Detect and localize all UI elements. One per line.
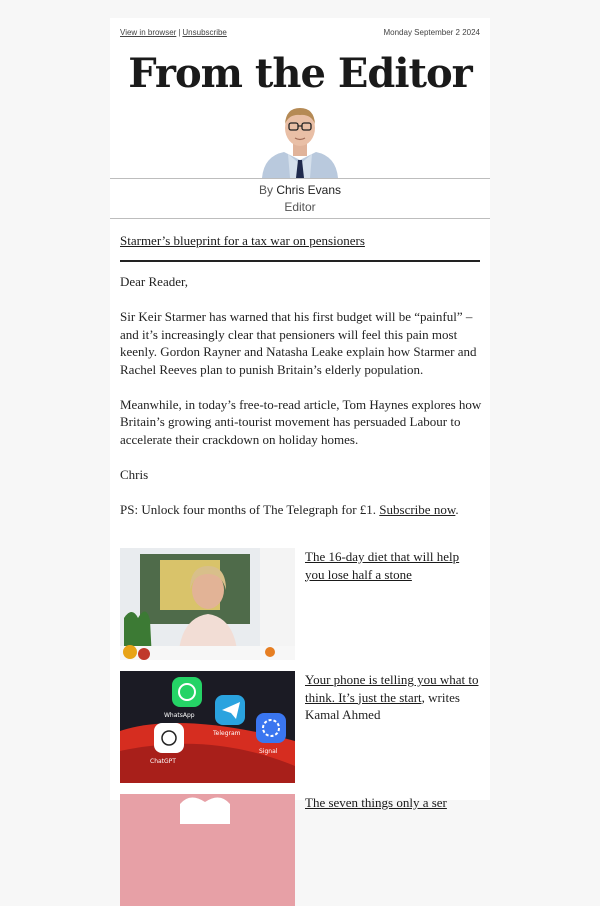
ps-text: PS: Unlock four months of The Telegraph for £1.: [120, 501, 380, 517]
top-bar: [120, 28, 480, 42]
ps-end: .: [455, 501, 459, 517]
issue-date: Monday September 2 2024: [383, 28, 480, 37]
byline-name: Chris Evans: [276, 183, 342, 197]
article-link[interactable]: Your phone is telling you what to think. It’s just the start,: [305, 672, 479, 705]
byline-prefix: By: [258, 183, 273, 197]
letter-body: [120, 273, 482, 536]
telegram-label: Telegram: [213, 730, 241, 737]
letter-paragraph-1: Sir Keir Starmer has warned that his first budget will be “painful” – and it’s increasingly clear that pensioners will feel this pain most keenly. Gordon Rayner and Natasha Leake explain how Starmer and Rachel Reeves plan to punish Britain’s elderly population.: [120, 309, 477, 377]
email-page: [110, 18, 490, 810]
article-text: [305, 671, 480, 724]
article-card[interactable]: [120, 671, 480, 783]
top-links: [120, 28, 227, 37]
unsubscribe-link[interactable]: Unsubscribe: [182, 28, 227, 37]
chatgpt-label: ChatGPT: [150, 758, 176, 765]
article-card[interactable]: [120, 794, 480, 906]
article-thumbnail-phone-apps[interactable]: [120, 671, 295, 783]
signal-label: Signal: [259, 748, 278, 755]
article-link[interactable]: The 16-day diet that will help you lose half a stone: [305, 549, 460, 582]
article-byline: writes Kamal Ahmed: [305, 689, 460, 722]
byline-top-rule: [110, 178, 490, 179]
link-separator: |: [178, 28, 181, 37]
masthead-title: From the Editor: [128, 50, 472, 97]
letter-paragraph-2: Meanwhile, in today’s free-to-read article, Tom Haynes explores how Britain’s growing anti-tourist movement has persuaded Labour to accelerate their crackdown on holiday homes.: [120, 396, 482, 447]
whatsapp-label: WhatsApp: [164, 712, 195, 719]
article-card[interactable]: [120, 548, 480, 660]
view-in-browser-link[interactable]: View in browser: [120, 28, 177, 37]
subscribe-link[interactable]: Subscribe now: [379, 501, 456, 517]
editor-portrait: [258, 98, 342, 178]
article-link[interactable]: The seven things only a ser: [305, 795, 447, 810]
section-divider: [120, 260, 480, 262]
lead-article-link[interactable]: Starmer’s blueprint for a tax war on pensioners: [120, 233, 365, 248]
article-text: [305, 794, 480, 812]
article-text: [305, 548, 480, 583]
postscript: [120, 501, 482, 519]
article-thumbnail-3[interactable]: [120, 794, 295, 906]
byline-role: Editor: [284, 200, 316, 214]
greeting: Dear Reader,: [120, 274, 189, 289]
signoff: Chris: [120, 466, 149, 482]
article-thumbnail-diet[interactable]: [120, 548, 295, 660]
byline: [110, 183, 490, 197]
byline-bottom-rule: [110, 218, 490, 219]
